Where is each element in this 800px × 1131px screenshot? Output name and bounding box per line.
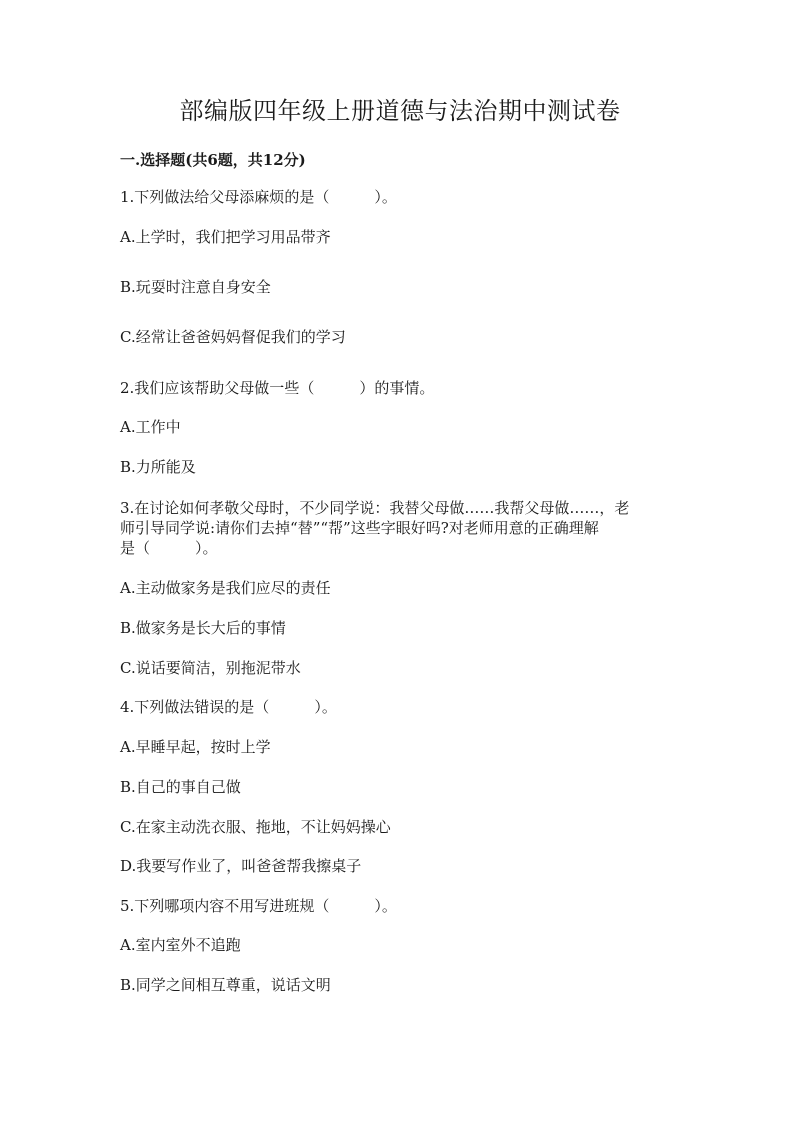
question-4-option-d: D.我要写作业了，叫爸爸帮我擦桌子 bbox=[120, 857, 362, 875]
question-5-stem: 5.下列哪项内容不用写进班规（ ）。 bbox=[120, 897, 397, 915]
question-2-option-b: B.力所能及 bbox=[120, 458, 196, 476]
exam-title: 部编版四年级上册道德与法治期中测试卷 bbox=[179, 97, 621, 125]
question-1-stem: 1.下列做法给父母添麻烦的是（ ）。 bbox=[120, 188, 397, 206]
question-5-option-b: B.同学之间相互尊重，说话文明 bbox=[120, 976, 331, 994]
question-4-stem: 4.下列做法错误的是（ ）。 bbox=[120, 698, 337, 716]
section-heading: 一.选择题(共6题，共12分) bbox=[120, 151, 306, 169]
question-3-option-c: C.说话要简洁，别拖泥带水 bbox=[120, 659, 301, 677]
question-3-stem-line-2: 师引导同学说:请你们去掉“替”“帮”这些字眼好吗?对老师用意的正确理解 bbox=[120, 519, 599, 537]
question-4-option-a: A.早睡早起，按时上学 bbox=[120, 738, 271, 756]
question-3-option-a: A.主动做家务是我们应尽的责任 bbox=[120, 579, 331, 597]
question-4-option-c: C.在家主动洗衣服、拖地，不让妈妈操心 bbox=[120, 818, 391, 836]
question-1-option-a: A.上学时，我们把学习用品带齐 bbox=[120, 228, 331, 246]
question-2-stem: 2.我们应该帮助父母做一些（ ）的事情。 bbox=[120, 379, 435, 397]
question-3-stem-line-1: 3.在讨论如何孝敬父母时，不少同学说：我替父母做……我帮父母做……，老 bbox=[120, 499, 630, 517]
question-2-option-a: A.工作中 bbox=[120, 418, 181, 436]
question-3-stem-line-3: 是（ ）。 bbox=[120, 539, 218, 557]
question-5-option-a: A.室内室外不追跑 bbox=[120, 936, 241, 954]
question-1-option-c: C.经常让爸爸妈妈督促我们的学习 bbox=[120, 328, 346, 346]
question-1-option-b: B.玩耍时注意自身安全 bbox=[120, 278, 271, 296]
question-3-option-b: B.做家务是长大后的事情 bbox=[120, 619, 286, 637]
question-4-option-b: B.自己的事自己做 bbox=[120, 778, 241, 796]
